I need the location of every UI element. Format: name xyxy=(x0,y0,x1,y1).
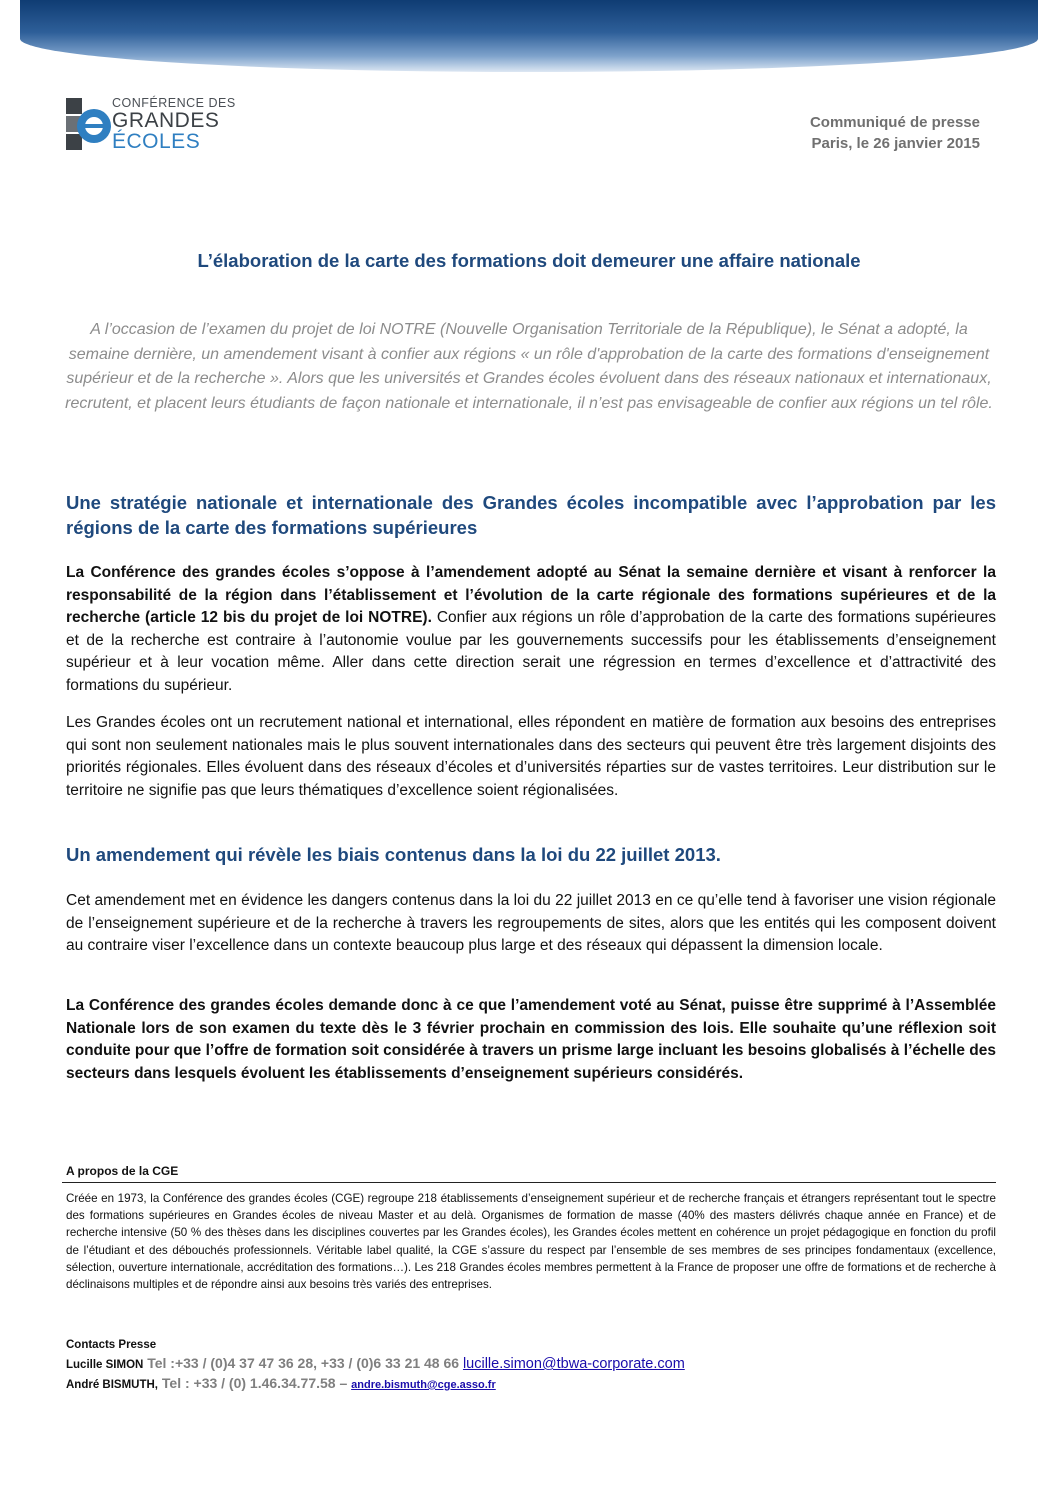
intro-paragraph: A l’occasion de l’examen du projet de loi NOTRE (Nouvelle Organisation Territoriale de la République), le Sénat a adopté, la semaine dernière, un amendement visant à confier aux régions « un rôle d'approbation de la carte des formations d'enseignement supérieur et de la recherche ». Alors que les universités et Grandes écoles évoluent dans des réseaux nationaux et internationaux, recrutent, et placent leurs étudiants de façon nationale et internationale, il n’est pas envisageable de confier aux régions un tel rôle. xyxy=(65,321,993,412)
section1-heading: Une stratégie nationale et internationale des Grandes écoles incompatible avec l’approbation par les régions de la carte des formations supérieures xyxy=(66,492,996,538)
logo-line1: CONFÉRENCE DES xyxy=(112,96,236,110)
contact2-name: André BISMUTH, xyxy=(66,1379,158,1391)
page-title: L’élaboration de la carte des formations doit demeurer une affaire nationale xyxy=(197,250,861,271)
logo-line3: ÉCOLES xyxy=(112,130,201,153)
section2-heading: Un amendement qui révèle les biais contenus dans la loi du 22 juillet 2013. xyxy=(66,844,721,865)
contacts-title: Contacts Presse xyxy=(66,1339,157,1351)
section2-paragraph2: La Conférence des grandes écoles demande donc à ce que l’amendement voté au Sénat, puisse être supprimé à l’Assemblée Nationale lors de son examen du texte dès le 3 février prochain en commission des lois. Elle souhaite qu’une réflexion soit conduite pour que l’offre de formation soit considérée à travers un prisme large incluant les besoins globalisés à l’échelle des secteurs dans lesquels évoluent les établissements d’enseignement supérieurs considérés. xyxy=(66,997,996,1082)
contact2-email-link[interactable]: andre.bismuth@cge.asso.fr xyxy=(351,1379,496,1391)
contact1-name: Lucille SIMON xyxy=(66,1359,144,1371)
date-line: Paris, le 26 janvier 2015 xyxy=(811,135,980,152)
about-divider xyxy=(62,1182,996,1183)
logo-line2: GRANDES xyxy=(112,109,220,132)
section1-paragraph2: Les Grandes écoles ont un recrutement national et international, elles répondent en matière de formation aux besoins des entreprises qui sont non seulement nationales mais le plus souvent internationales dans des secteurs qui peuvent être très largement disjoints des priorités régionales. Elles évoluent dans des réseaux d’écoles et d’universités réparties sur de vastes territoires. Leur distribution sur le territoire ne signifie pas que leurs thématiques d’excellence soient régionalisées. xyxy=(66,714,996,799)
about-text: Créée en 1973, la Conférence des grandes écoles (CGE) regroupe 218 établissements d’enseignement supérieur et de recherche français et étrangers représentant tout le spectre des formations supérieures en Grandes écoles de niveau Master et au delà. Organismes de formation de masse (40% des masters délivrés chaque année en France) et de recherche intensive (50 % des thèses dans les disciplines couvertes par les Grandes écoles), les Grandes écoles mettent en cohérence un projet pédagogique en fonction du profil de l’étudiant et des débouchés professionnels. Véritable label qualité, la CGE s’assure du respect par l’ensemble de ses membres de ses principes fondamentaux (excellence, sélection, ouverture internationale, accréditation des formations…). Les 218 Grandes écoles membres permettent à la France de proposer une offre de formations et de recherche à déclinaisons multiples et de répondre ainsi aux besoins très variés des entreprises. xyxy=(66,1192,996,1292)
contact1-tel: Tel :+33 / (0)4 37 47 36 28, +33 / (0)6 33 21 48 66 xyxy=(143,1355,463,1371)
contact1-email-link[interactable]: lucille.simon@tbwa-corporate.com xyxy=(462,1356,685,1372)
doc-type: Communiqué de presse xyxy=(809,114,980,131)
section2-paragraph1: Cet amendement met en évidence les dangers contenus dans la loi du 22 juillet 2013 en ce qu’elle tend à favoriser une vision régionale de l’enseignement supérieure et de la recherche à travers les regroupements de sites, alors que les entités qui les composent doivent au contraire viser l’excellence dans un contexte beaucoup plus large et des réseaux qui dépassent la dimension locale. xyxy=(66,892,996,955)
contact2-tel: Tel : +33 / (0) 1.46.34.77.58 – xyxy=(158,1375,352,1391)
about-title: A propos de la CGE xyxy=(66,1164,179,1178)
section1-paragraph1-rest: Confier aux régions un rôle d’approbation de la carte des formations supérieures et de la recherche est contraire à l’autonomie voulue par les gouvernements successifs pour les établissements d’enseignement supérieur et à leur vocation même. Aller dans cette direction serait une régression en termes d’excellence et d’attractivité des formations du supérieur. xyxy=(66,609,996,694)
section1-paragraph1-bold: La Conférence des grandes écoles s’oppose à l’amendement adopté au Sénat la semaine dernière et visant à renforcer la responsabilité de la région dans l’établissement et l’évolution de la carte régionale des formations supérieures et de la recherche (article 12 bis du projet de loi NOTRE). xyxy=(66,564,996,627)
cge-logo-mark-icon xyxy=(64,96,112,154)
contact-row-1 xyxy=(66,1354,685,1374)
press-header xyxy=(810,112,980,154)
section1-paragraph1 xyxy=(66,562,996,698)
cge-logo xyxy=(64,96,244,154)
contact-row-2 xyxy=(66,1374,685,1394)
header-banner xyxy=(20,0,1038,72)
press-contacts xyxy=(66,1336,685,1394)
